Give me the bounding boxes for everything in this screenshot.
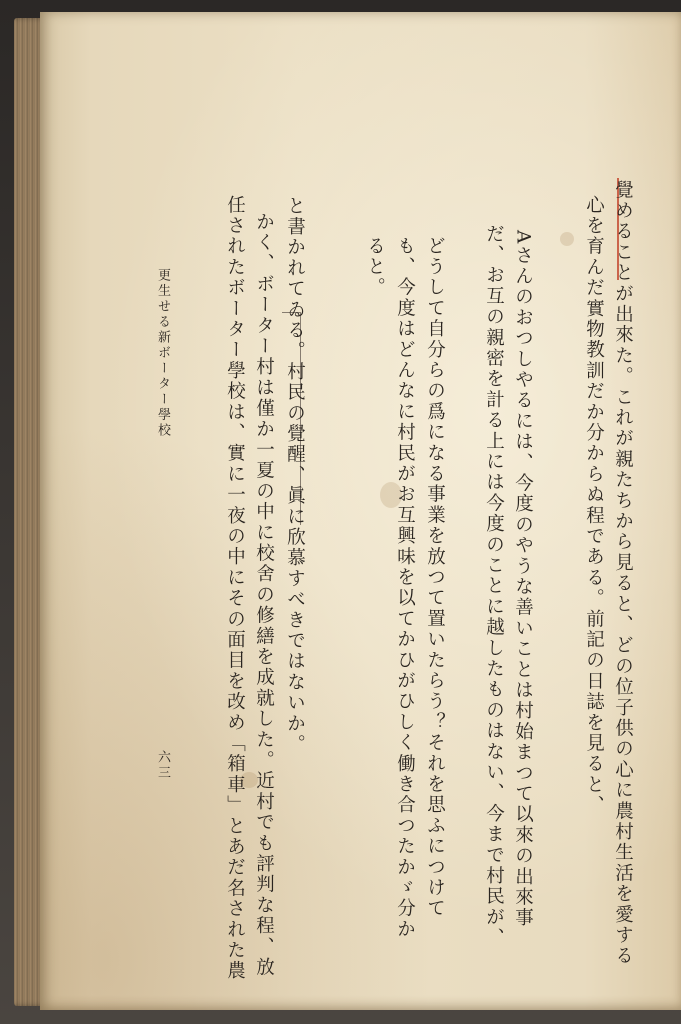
running-title: 更生せる新ボーター學校 [155, 268, 170, 439]
foxing-spot [560, 232, 574, 246]
text-line-8: と書かれてゐる。村民の覺醒、眞に欣慕すべきではないか。 [284, 196, 306, 755]
text-line-5: どうして自分らの爲になる事業を放つて置いたらう？それを思ふにつけて [424, 236, 446, 920]
text-line-3: Aさんのおつしやるには、今度のやうな善いことは村始まつて以來の出來事 [512, 230, 534, 929]
text-line-4: だ、お互の親密を計る上には今度のことに越したものはない、今まで村民が、 [483, 224, 505, 949]
text-line-1: 覺めることが出來た。これが親たちから見ると、どの位子供の心に農村生活を愛する [612, 180, 634, 967]
text-line-6: も、今度はどんなに村民がお互興味を以てかひがひしく働き合つたかゞ分か [394, 236, 416, 940]
text-line-10: 任されたボーター學校は、實に一夜の中にその面目を改め「箱車」とあだ名された農 [224, 195, 246, 982]
text-line-9: かく、ボーター村は僅か一夏の中に校舍の修繕を成就した。近村でも評判な程、放 [253, 212, 275, 978]
text-line-7: ると。 [364, 236, 386, 299]
text-line-2: 心を育んだ實物教訓だか分からぬ程である。前記の日誌を見ると、 [583, 195, 605, 816]
page-number: 六三 [155, 750, 170, 781]
book-page [40, 12, 681, 1010]
